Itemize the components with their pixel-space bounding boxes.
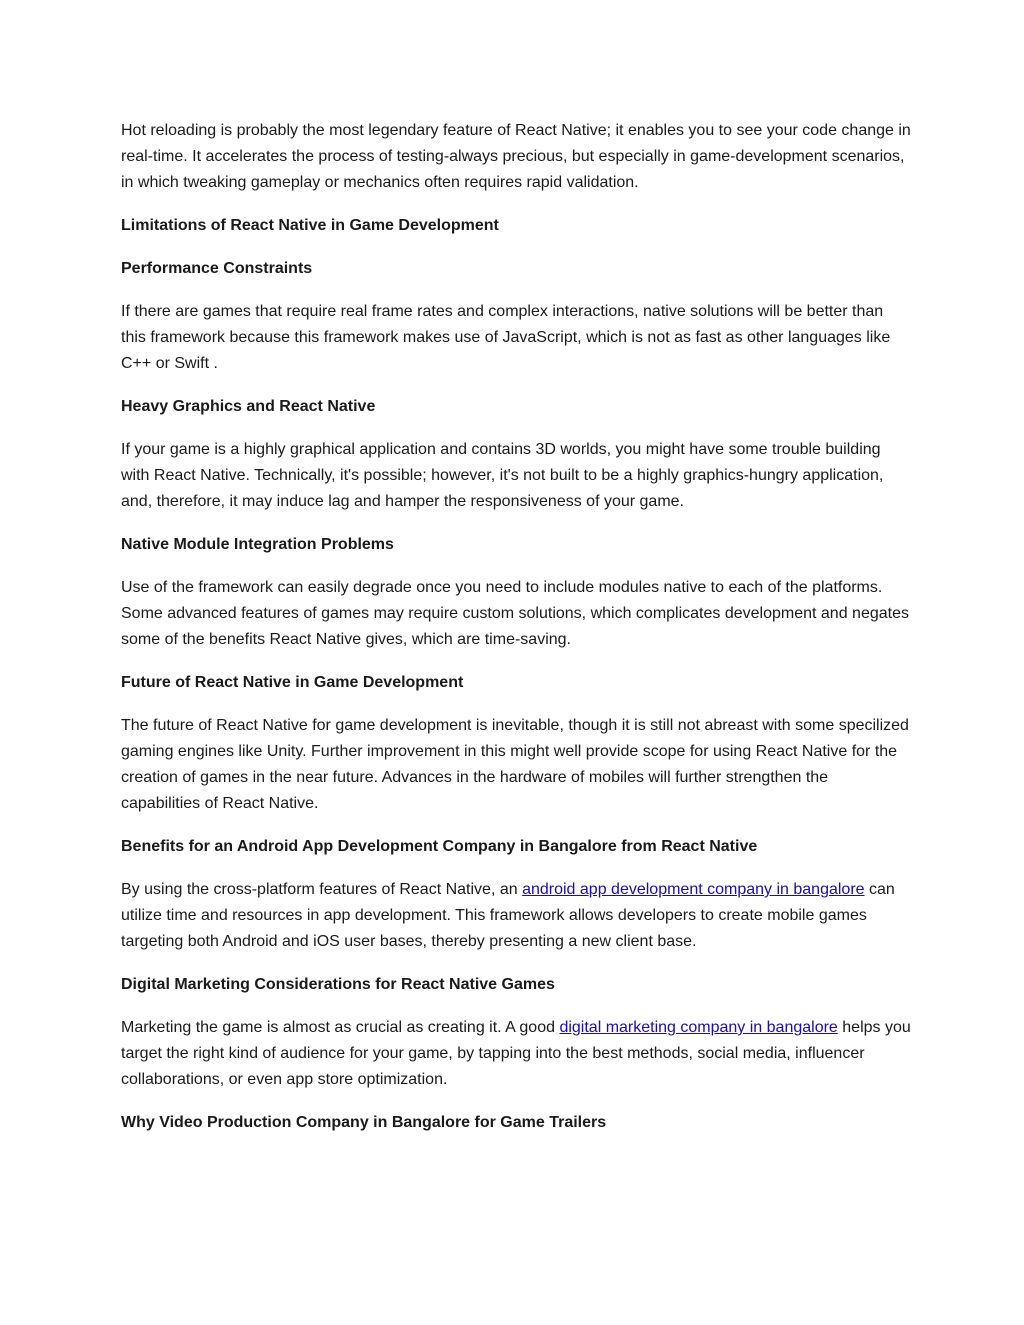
digital-marketing-link[interactable]: digital marketing company in bangalore (559, 1019, 838, 1036)
heading-digital-marketing: Digital Marketing Considerations for React Native Games (121, 976, 555, 993)
heading-native-module-integration: Native Module Integration Problems (121, 536, 394, 553)
paragraph-benefits-android-company (121, 877, 911, 955)
android-app-development-link[interactable]: android app development company in bangalore (522, 881, 865, 898)
paragraph-future-of-react-native: The future of React Native for game development is inevitable, though it is still not abreast with some specilized gaming engines like Unity. Further improvement in this might well provide scope for using React Native for the creation of games in the near future. Advances in the hardware of mobiles will further strengthen the capabilities of React Native. (121, 717, 909, 812)
heading-heavy-graphics: Heavy Graphics and React Native (121, 398, 376, 415)
paragraph-marketing-text-before: Marketing the game is almost as crucial as creating it. A good (121, 1019, 560, 1036)
paragraph-hot-reloading: Hot reloading is probably the most legendary feature of React Native; it enables you to see your code change in real-time. It accelerates the process of testing-always precious, but especially in game-development scenarios, in which tweaking gameplay or mechanics often requires rapid validation. (121, 122, 911, 191)
heading-future-of-react-native: Future of React Native in Game Development (121, 674, 464, 691)
heading-benefits-android-company: Benefits for an Android App Development Company in Bangalore from React Native (121, 838, 758, 855)
heading-video-production: Why Video Production Company in Bangalore for Game Trailers (121, 1114, 607, 1131)
paragraph-digital-marketing (121, 1015, 911, 1093)
paragraph-native-module-integration: Use of the framework can easily degrade once you need to include modules native to each of the platforms. Some advanced features of games may require custom solutions, which complicates development and negates some of the benefits React Native gives, which are time-saving. (121, 579, 909, 648)
paragraph-marketing-text-after: helps you target the right kind of audience for your game, by tapping into the best methods, social media, influencer collaborations, or even app store optimization. (121, 1019, 911, 1088)
paragraph-benefits-text-after: can utilize time and resources in app development. This framework allows developers to create mobile games targeting both Android and iOS user bases, thereby presenting a new client base. (121, 881, 895, 950)
paragraph-heavy-graphics: If your game is a highly graphical application and contains 3D worlds, you might have some trouble building with React Native. Technically, it's possible; however, it's not built to be a highly graphics-hungry application, and, therefore, it may induce lag and hamper the responsiveness of your game. (121, 441, 884, 510)
heading-performance-constraints: Performance Constraints (121, 260, 313, 277)
paragraph-performance-constraints: If there are games that require real frame rates and complex interactions, native solutions will be better than this framework because this framework makes use of JavaScript, which is not as fast as other languages like C++ or Swift . (121, 303, 891, 372)
paragraph-benefits-text-before: By using the cross-platform features of React Native, an (121, 881, 523, 898)
heading-limitations: Limitations of React Native in Game Development (121, 217, 499, 234)
document-page (121, 118, 911, 1153)
